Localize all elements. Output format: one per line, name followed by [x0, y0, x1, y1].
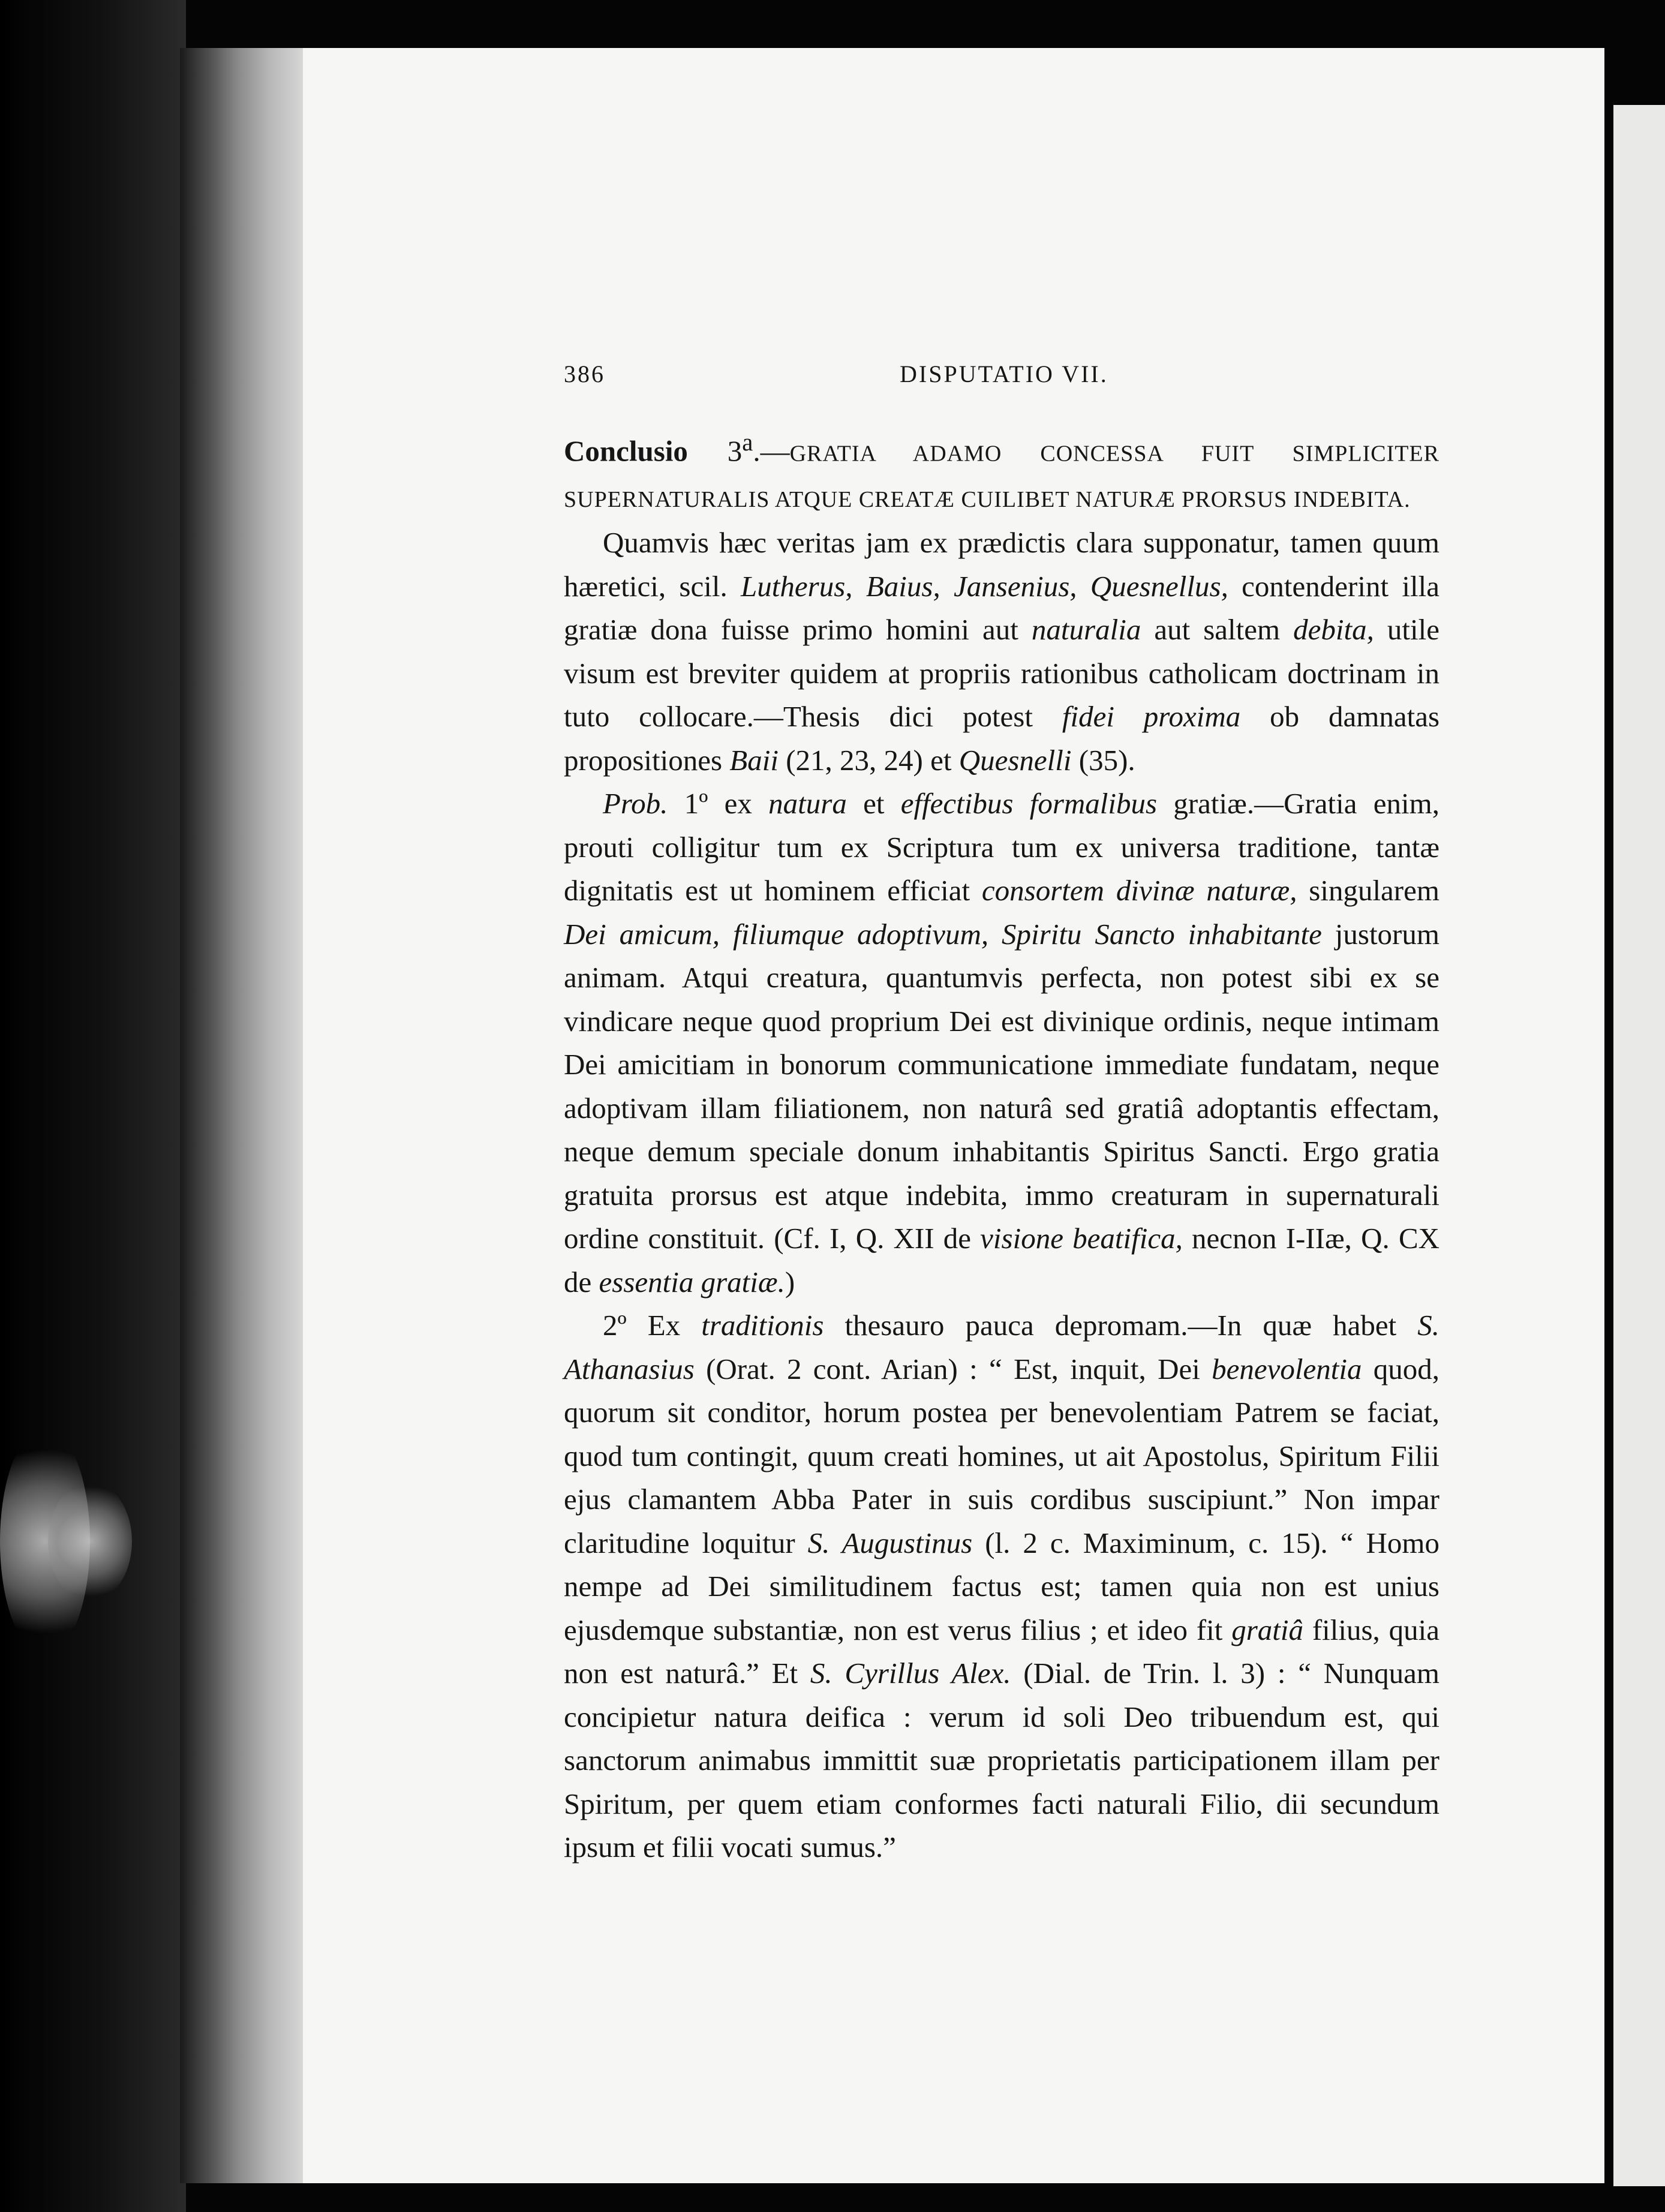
text-run: singularem — [1297, 874, 1439, 907]
text-run: Quamvis hæc veritas jam ex prædictis clara supponatur, tamen quum hæretici, scil. — [564, 526, 1439, 603]
italic-run: benevolentia — [1212, 1352, 1362, 1385]
italic-run: debita, — [1293, 613, 1374, 647]
text-run: (l. 2 c. Maximinum, c. 15). “ Homo nempe ad Dei similitudinem factus est; tamen quia non est unius ejusdemque substantiæ, non est verus filius ; et ideo fit — [564, 1526, 1439, 1646]
italic-run: Quesnelli — [958, 743, 1072, 777]
text-run: (21, 23, 24) et — [778, 743, 959, 777]
italic-run: S. Athanasius — [564, 1309, 1439, 1385]
text-run: thesauro pauca depromam.—In quæ habet — [824, 1309, 1418, 1342]
text-run: utile visum est breviter quidem at propriis rationibus catholicam doctrinam in tuto collocare.—Thesis dici potest — [564, 613, 1439, 734]
text-run: aut saltem — [1141, 613, 1294, 647]
italic-run: visione beatifica, — [980, 1222, 1183, 1255]
italic-run: S. Cyrillus Alex. — [810, 1657, 1011, 1690]
conclusio-label: Conclusio — [564, 434, 688, 468]
italic-run: Lutherus, Baius, Jansenius, Quesnellus, — [741, 569, 1228, 603]
italic-run: effectibus formalibus — [900, 787, 1158, 821]
italic-run: naturalia — [1031, 613, 1141, 647]
conclusio-dash: .— — [753, 434, 790, 468]
text-run: necnon I-IIæ, Q. CX de — [564, 1222, 1440, 1299]
text-run: filius, quia non est naturâ.” Et — [564, 1613, 1439, 1690]
scan-background — [0, 0, 186, 2212]
conclusio-thesis: GRATIA ADAMO CONCESSA FUIT SIMPLICITER SUPERNATURALIS ATQUE CREATÆ CUILIBET NATURÆ PRORSUS INDEBITA. — [564, 441, 1439, 512]
text-run: ob damnatas propositiones — [564, 700, 1440, 777]
italic-run: consortem divinæ naturæ, — [981, 874, 1297, 907]
text-run: contenderint illa gratiæ dona fuisse primo homini aut — [564, 569, 1439, 647]
text-run: (Orat. 2 cont. Arian) : “ Est, inquit, Dei — [694, 1352, 1212, 1385]
conclusio-statement — [564, 421, 1439, 521]
italic-run: Baii — [729, 743, 779, 777]
text-run: (35). — [1071, 743, 1135, 777]
paragraph-proof-two — [564, 1304, 1439, 1870]
text-run: gratiæ.—Gratia enim, prouti colligitur tum ex Scriptura tum ex universa traditione, tantæ dignitatis est ut hominem efficiat — [564, 787, 1439, 907]
italic-run: traditionis — [701, 1309, 824, 1342]
running-title: DISPUTATIO VII. — [900, 360, 1108, 387]
italic-run: essentia gratiæ. — [599, 1265, 785, 1299]
conclusio-number: 3 — [727, 434, 743, 468]
running-head — [564, 360, 1439, 408]
text-run: justorum animam. Atqui creatura, quantumvis perfecta, non potest sibi ex se vindicare neque quod proprium Dei est divinique ordinis, neque intimam Dei amicitiam in bonorum communicatione immediate fundatam, neque adoptivam illam filiationem, non naturâ sed gratiâ adoptantis effectam, neque demum speciale donum inhabitantis Spiritus Sancti. Ergo gratia gratuita prorsus est atque indebita, immo creaturam in supernaturali ordine constituit. (Cf. I, Q. XII de — [564, 917, 1439, 1255]
italic-run: natura — [768, 787, 847, 821]
paragraph-proof-one — [564, 782, 1439, 1304]
page-number: 386 — [564, 360, 605, 387]
italic-run: fidei proxima — [1062, 700, 1241, 734]
text-run: et — [846, 787, 901, 821]
italic-run: Dei amicum, filiumque adoptivum, Spiritu Sancto inhabitante — [564, 917, 1322, 951]
page-gutter-shadow — [180, 48, 309, 2183]
italic-run: Prob. — [603, 787, 668, 821]
text-run: (Dial. de Trin. l. 3) : “ Nunquam concipietur natura deifica : verum id soli Deo tribuendum est, qui sanctorum animabus immittit suæ proprietatis participationem illam per Spiritum, per quem etiam conformes facti naturali Filio, dii secundum ipsum et filii vocati sumus.” — [564, 1657, 1439, 1864]
paragraph-introduction — [564, 521, 1439, 782]
next-page-edge — [1613, 105, 1665, 2186]
text-run: ) — [785, 1265, 795, 1299]
italic-run: gratiâ — [1231, 1613, 1303, 1646]
italic-run: S. Augustinus — [807, 1526, 973, 1559]
conclusio-number-suffix: a — [742, 429, 753, 456]
text-run: quod, quorum sit conditor, horum postea per benevolentiam Patrem se faciat, quod tum contingit, quum creati homines, ut ait Apostolus, Spiritum Filii ejus clamantem Abba Pater in suis cordibus suscipiunt.” Non impar claritudine loquitur — [564, 1352, 1440, 1559]
scan-stain — [48, 1481, 132, 1601]
text-run: 1º ex — [668, 787, 769, 821]
page-text — [564, 360, 1439, 1870]
text-run: 2º Ex — [603, 1309, 702, 1342]
